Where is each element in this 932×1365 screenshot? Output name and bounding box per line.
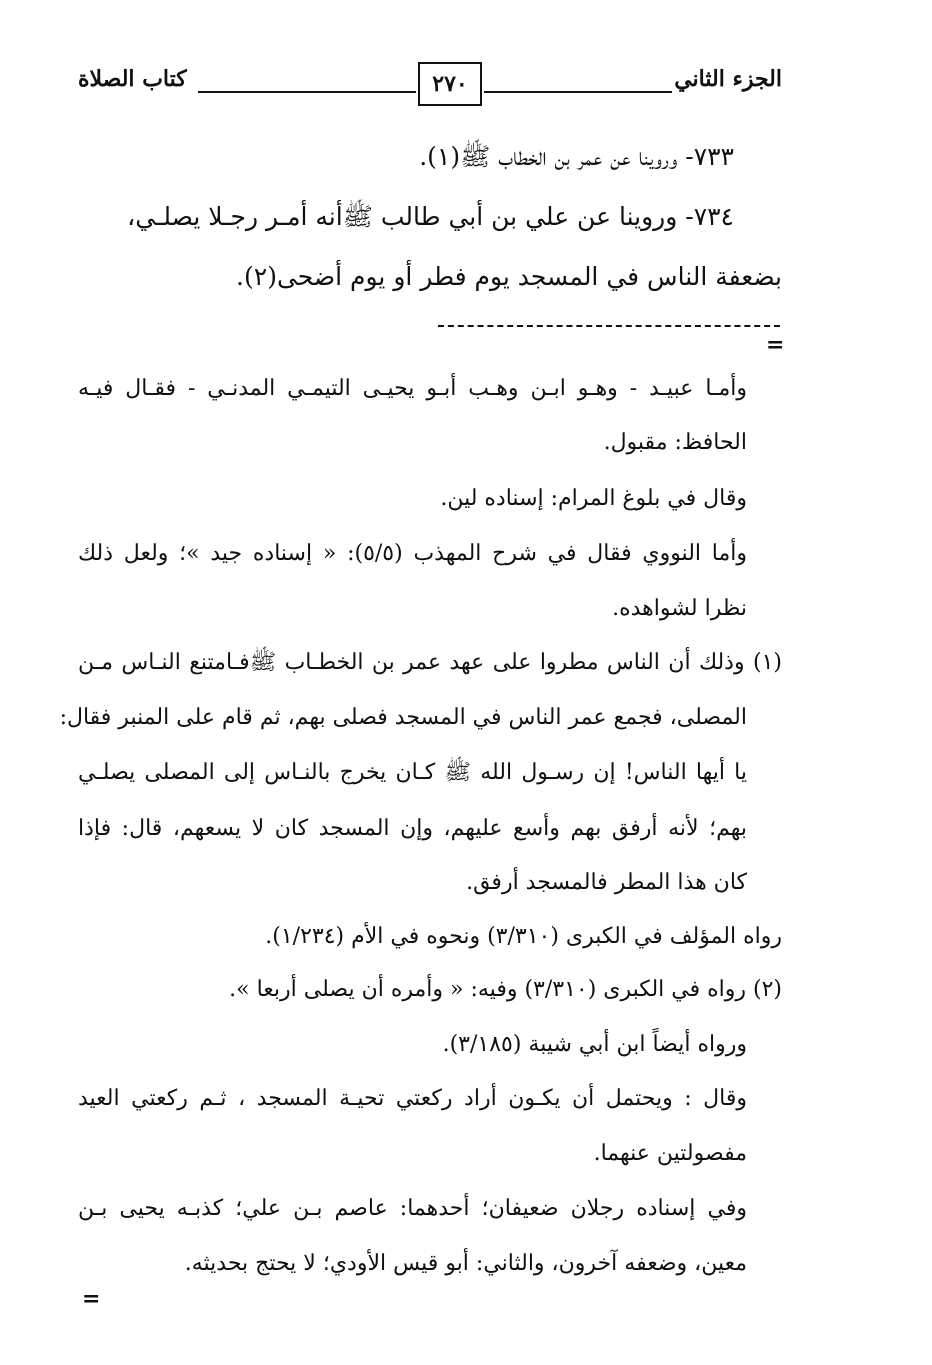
header-book-title: كتاب الصلاة [78, 66, 187, 92]
footnote-1-line: المصلى، فجمع عمر الناس في المسجد فصلى بهم، ثم قام على المنبر فقال: [59, 705, 747, 730]
footnote-cont-line: وأما النووي فقال في شرح المهذب (٥/٥): « إسناده جيد »؛ ولعل ذلك [78, 541, 747, 566]
continuation-marker-bottom: = [82, 1286, 101, 1312]
main-line-734: ٧٣٤- وروينا عن علي بن أبي طالب ﷺأنه أمـر رجـلا يصلـي، [127, 202, 734, 231]
footnote-2-line: وقال : ويحتمل أن يكـون أراد ركعتي تحيـة المسجد ، ثـم ركعتي العيد [78, 1086, 747, 1111]
header-rule-right [484, 91, 672, 93]
footnote-1-source: رواه المؤلف في الكبرى (٣/٣١٠) ونحوه في الأم (١/٢٣٤). [265, 924, 782, 949]
main-line-733: ٧٣٣- وروينا عن عمر بن الخطاب ﷺ(١). [419, 142, 734, 171]
footnote-1-line: يا أيها الناس! إن رسـول الله ﷺ كـان يخرج بالنـاس إلى المصلى يصلـي [78, 760, 747, 785]
page-number: ٢٧٠ [432, 71, 468, 97]
footnote-2-line: معين، وضعفه آخرون، والثاني: أبو قيس الأودي؛ لا يحتج بحديثه. [184, 1251, 747, 1276]
footnote-cont-line: نظرا لشواهده. [612, 596, 747, 621]
footnote-2-line: (٢) رواه في الكبرى (٣/٣١٠) وفيه: « وأمره أن يصلى أربعا ». [229, 977, 782, 1002]
footnote-2-line: ورواه أيضاً ابن أبي شيبة (٣/١٨٥). [442, 1032, 747, 1057]
header-rule-left [198, 91, 416, 93]
footnote-cont-line: وأمـا عبيـد - وهـو ابـن وهـب أبـو يحيـى التيمـي المدنـي - فقـال فيـه [78, 376, 747, 401]
footnote-1-line: (١) وذلك أن الناس مطروا على عهد عمر بن الخطـاب ﷺفـامتنع النـاس مـن [78, 650, 782, 675]
footnote-cont-line: الحافظ: مقبول. [603, 430, 747, 455]
continuation-marker-top: = [766, 332, 785, 358]
footnote-separator [438, 325, 780, 327]
footnote-2-line: وفي إسناده رجلان ضعيفان؛ أحدهما: عاصم بـن علي؛ كذبـه يحيى بـن [78, 1196, 747, 1221]
footnote-1-line: كان هذا المطر فالمسجد أرفق. [466, 870, 747, 895]
footnote-1-line: بهم؛ لأنه أرفق بهم وأسع عليهم، وإن المسجد كان لا يسعهم، قال: فإذا [78, 816, 747, 841]
main-line-734-cont: بضعفة الناس في المسجد يوم فطر أو يوم أضحى(٢). [236, 262, 782, 291]
header-volume-title: الجزء الثاني [674, 66, 782, 92]
footnote-cont-line: وقال في بلوغ المرام: إسناده لين. [440, 486, 747, 511]
footnote-2-line: مفصولتين عنهما. [593, 1141, 747, 1166]
page-number-box [418, 62, 482, 106]
